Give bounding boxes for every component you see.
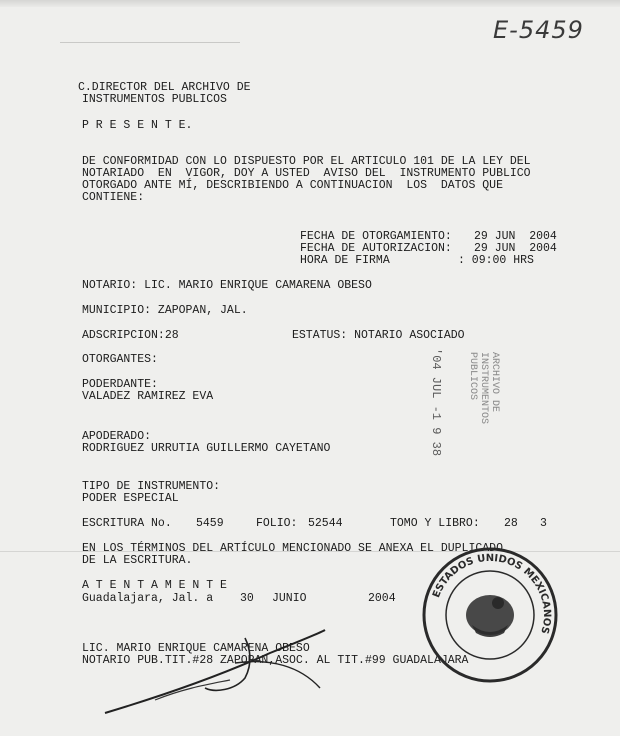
intro-line4: CONTIENE: (82, 191, 145, 204)
presente: P R E S E N T E. (82, 119, 193, 132)
otorgamiento-value: 29 JUN 2004 (474, 230, 557, 243)
intro-line2: NOTARIADO EN VIGOR, DOY A USTED AVISO DEL INSTRUMENTO PUBLICO (82, 167, 531, 180)
autorizacion-label: FECHA DE AUTORIZACION: (300, 242, 452, 255)
addressee-line1: C.DIRECTOR DEL ARCHIVO DE (78, 81, 251, 94)
intro-line1: DE CONFORMIDAD CON LO DISPUESTO POR EL ARTICULO 101 DE LA LEY DEL (82, 155, 531, 168)
notario: NOTARIO: LIC. MARIO ENRIQUE CAMARENA OBESO (82, 279, 372, 292)
hora-label: HORA DE FIRMA (300, 254, 390, 267)
divider (60, 42, 240, 43)
escritura-label: ESCRITURA No. (82, 517, 172, 530)
handwritten-reference: E-5459 (493, 16, 584, 44)
apoderado-name: RODRIGUEZ URRUTIA GUILLERMO CAYETANO (82, 442, 331, 455)
intro-line3: OTORGADO ANTE MÍ, DESCRIBIENDO A CONTINUACION LOS DATOS QUE (82, 179, 503, 192)
hora-value: : 09:00 HRS (458, 254, 534, 267)
atentamente: A T E N T A M E N T E (82, 579, 227, 592)
poderdante-name: VALADEZ RAMIREZ EVA (82, 390, 214, 403)
tomo-label: TOMO Y LIBRO: (390, 517, 480, 530)
otorgantes-label: OTORGANTES: (82, 353, 158, 366)
tomo-number: 28 (504, 517, 518, 530)
seal-ring-text: ESTADOS UNIDOS MEXICANOS (431, 552, 553, 635)
tipo-label: TIPO DE INSTRUMENTO: (82, 480, 221, 493)
addressee-line2: INSTRUMENTOS PUBLICOS (82, 93, 227, 106)
place: Guadalajara, Jal. a (82, 592, 214, 605)
anexo-line1: EN LOS TÉRMINOS DEL ARTÍCULO MENCIONADO SE ANEXA EL DUPLICADO (82, 542, 503, 555)
poderdante-label: PODERDANTE: (82, 378, 158, 391)
day: 30 (240, 592, 254, 605)
scan-top-edge (0, 0, 620, 7)
notary-seal-icon (420, 545, 560, 685)
received-date-stamp: '04 JUL -1 9 38 (429, 348, 443, 457)
apoderado-label: APODERADO: (82, 430, 152, 443)
handwritten-signature-icon (95, 618, 335, 728)
signer-title: NOTARIO PUB.TIT.#28 ZAPOPAN,ASOC. AL TIT.#99 GUADALAJARA (82, 654, 469, 667)
libro-number: 3 (540, 517, 547, 530)
estatus: ESTATUS: NOTARIO ASOCIADO (292, 329, 465, 342)
year: 2004 (368, 592, 396, 605)
faint-archive-stamp: ARCHIVO DE INSTRUMENTOS PUBLICOS (467, 352, 500, 425)
anexo-line2: DE LA ESCRITURA. (82, 554, 193, 567)
municipio: MUNICIPIO: ZAPOPAN, JAL. (82, 304, 248, 317)
escritura-number: 5459 (196, 517, 224, 530)
adscripcion: ADSCRIPCION:28 (82, 329, 179, 342)
signer-name: LIC. MARIO ENRIQUE CAMARENA OBESO (82, 642, 310, 655)
folio-label: FOLIO: (256, 517, 298, 530)
month: JUNIO (272, 592, 307, 605)
otorgamiento-label: FECHA DE OTORGAMIENTO: (300, 230, 452, 243)
autorizacion-value: 29 JUN 2004 (474, 242, 557, 255)
folio-number: 52544 (308, 517, 343, 530)
tipo-value: PODER ESPECIAL (82, 492, 179, 505)
